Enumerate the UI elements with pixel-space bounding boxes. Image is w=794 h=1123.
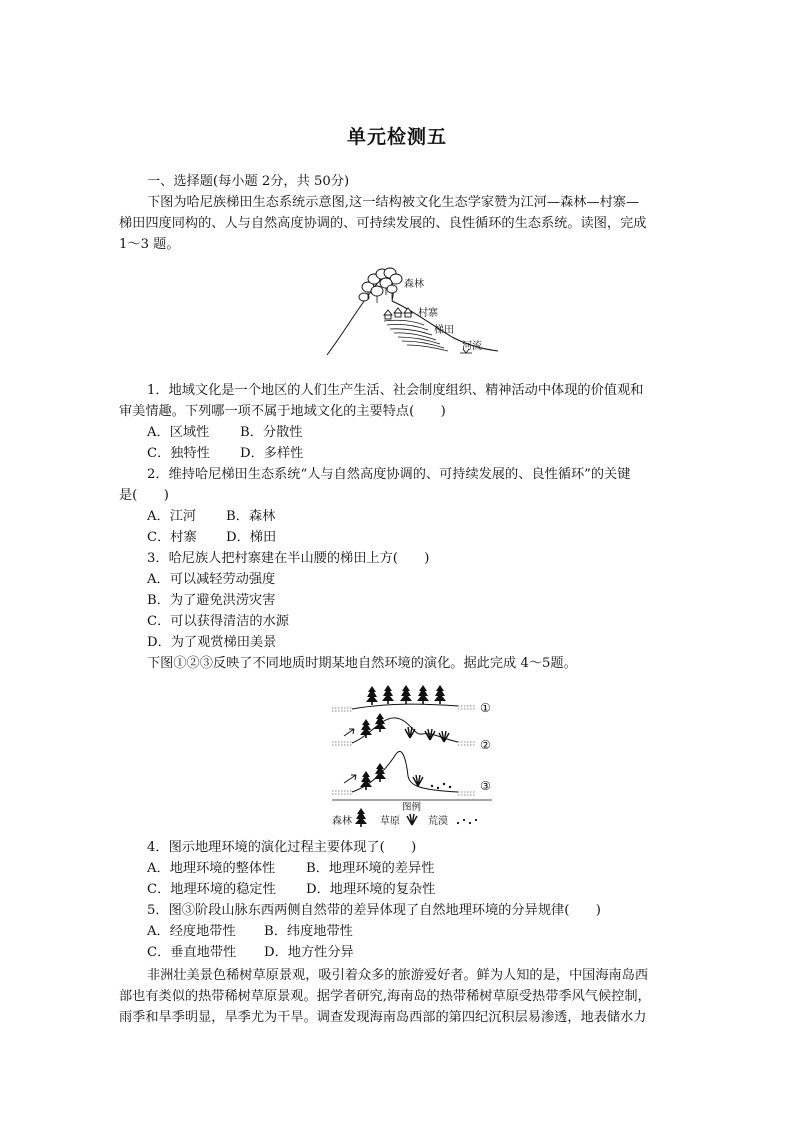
legend-grassland-label: 草原 — [380, 816, 400, 827]
q4-option-d: D．地理环境的复杂性 — [306, 882, 436, 897]
intro-2: 下图①②③反映了不同地质时期某地自然环境的演化。据此完成 4～5题。 — [147, 656, 577, 671]
legend-forest-label: 森林 — [332, 816, 352, 827]
stage-1 — [332, 685, 491, 715]
q2-stem-line-2: 是( ) — [119, 488, 169, 503]
q5-stem: 5．图③阶段山脉东西两侧自然带的差异体现了自然地理环境的分异规律( ) — [147, 903, 601, 918]
label-forest: 森林 — [404, 279, 424, 290]
q3-option-c: C．可以获得清洁的水源 — [147, 614, 289, 629]
q3-option-d: D．为了观赏梯田美景 — [147, 635, 277, 650]
hani-terrace-diagram — [322, 265, 502, 360]
stage-2-label: ② — [480, 738, 491, 752]
q3-stem: 3．哈尼族人把村寨建在半山腰的梯田上方( ) — [147, 551, 430, 566]
label-river: 河流 — [462, 341, 482, 352]
q4-stem: 4．图示地理环境的演化过程主要体现了( ) — [147, 840, 417, 855]
legend-title: 图例 — [402, 802, 422, 813]
q1-stem-line-1: 1．地域文化是一个地区的人们生产生活、社会制度组织、精神活动中体现的价值观和 — [147, 383, 644, 398]
environment-evolution-diagram — [330, 676, 500, 828]
intro-3-line-2: 部也有类似的热带稀树草原景观。据学者研究,海南岛的热带稀树草原受热带季风气候控制， — [119, 989, 651, 1004]
stage-3-label: ③ — [480, 779, 491, 793]
intro-1-line-2: 梯田四度同构的、人与自然高度协调的、可持续发展的、良性循环的生态系统。读图，完成 — [119, 216, 647, 231]
label-terrace: 梯田 — [434, 325, 454, 336]
q5-option-b: B．纬度地带性 — [264, 924, 353, 939]
intro-1-line-1: 下图为哈尼族梯田生态系统示意图,这一结构被文化生态学家赞为江河—森林—村寨— — [147, 195, 640, 210]
intro-3-line-3: 雨季和旱季明显，旱季尤为干旱。调查发现海南岛西部的第四纪沉积层易渗透，地表储水力 — [119, 1010, 647, 1025]
q1-option-a: A．区域性 — [147, 425, 210, 440]
q4-option-b: B．地理环境的差异性 — [306, 861, 435, 876]
q4-option-c: C．地理环境的稳定性 — [147, 882, 276, 897]
legend-desert-label: 荒漠 — [428, 816, 448, 827]
q1-stem-line-2: 审美情趣。下列哪一项不属于地域文化的主要特点( ) — [119, 404, 446, 419]
q2-option-a: A．江河 — [147, 509, 197, 524]
q2-option-c: C．村寨 — [147, 530, 197, 545]
forest-trees — [359, 268, 402, 301]
q5-option-a: A．经度地带性 — [147, 924, 236, 939]
stage-3 — [332, 751, 491, 795]
q5-option-d: D．地方性分异 — [264, 945, 354, 960]
section-heading: 一、选择题(每小题 2分，共 50分) — [147, 174, 350, 189]
q1-option-b: B．分散性 — [240, 425, 303, 440]
q4-option-a: A．地理环境的整体性 — [147, 861, 276, 876]
q2-option-d: D．梯田 — [226, 530, 277, 545]
q3-option-b: B．为了避免洪涝灾害 — [147, 593, 276, 608]
stage-1-label: ① — [480, 701, 491, 715]
village-houses — [384, 308, 412, 319]
q2-stem-line-1: 2．维持哈尼梯田生态系统“人与自然高度协调的、可持续发展的、良性循环”的关键 — [147, 467, 631, 482]
q3-option-a: A．可以减轻劳动强度 — [147, 572, 276, 587]
q2-option-b: B．森林 — [226, 509, 276, 524]
label-village: 村寨 — [418, 308, 438, 319]
q1-option-d: D．多样性 — [240, 446, 304, 461]
q5-option-c: C．垂直地带性 — [147, 945, 237, 960]
intro-1-line-3: 1～3 题。 — [119, 237, 180, 252]
q1-option-c: C．独特性 — [147, 446, 210, 461]
stage-2 — [332, 713, 491, 752]
page-title: 单元检测五 — [346, 126, 447, 148]
intro-3-line-1: 非洲壮美景色稀树草原景观，吸引着众多的旅游爱好者。鲜为人知的是，中国海南岛西 — [147, 968, 649, 983]
